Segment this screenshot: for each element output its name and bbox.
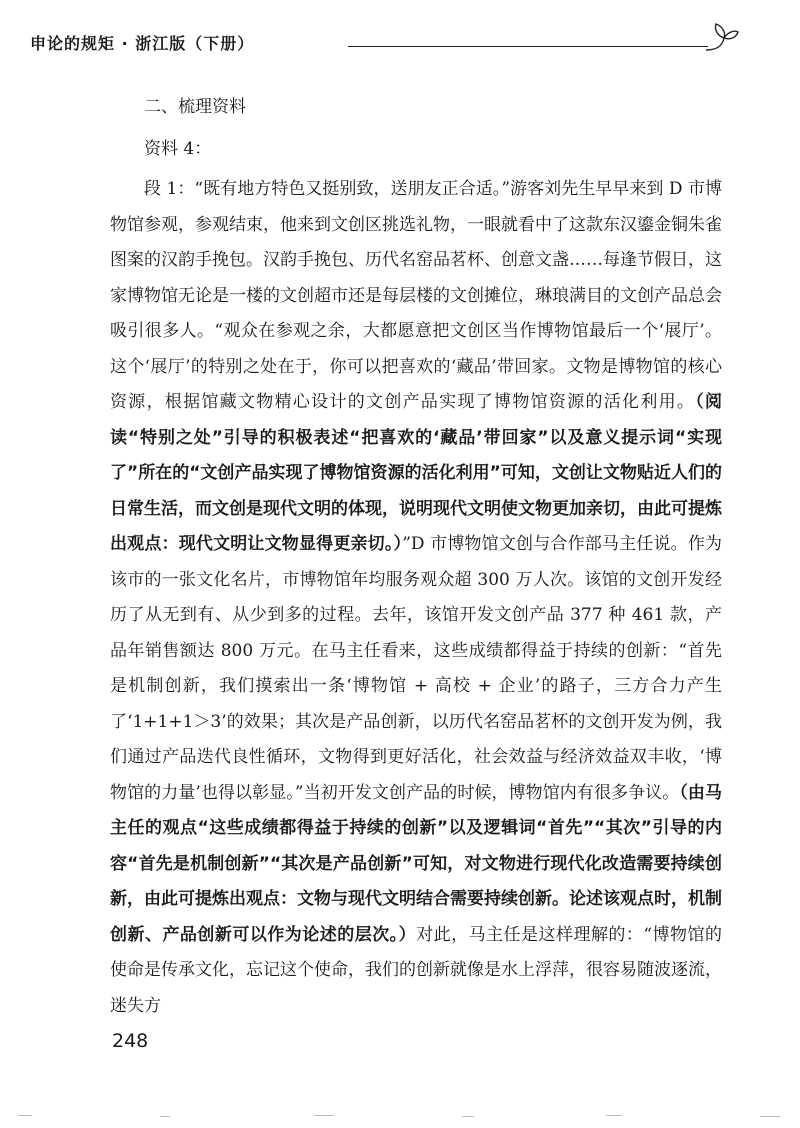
sprout-icon [700, 22, 740, 56]
running-header [30, 28, 720, 58]
scan-artifacts [0, 1112, 800, 1122]
section-heading: 二、梳理资料 [144, 97, 246, 117]
annotation-note: （由马主任的观点“这些成绩都得益于持续的创新”以及逻辑词“首先”“其次”引导的内容“首先是机制创新”“其次是产品创新”可知，对文物进行现代化改造需要持续创新，由此可提炼出观点：文物与现代文明结合需要持续创新。论述该观点时，机制创新、产品创新可以作为论述的层次。） [110, 782, 723, 945]
header-rule [348, 46, 708, 47]
annotation-note: （阅读“特别之处”引导的积极表述“把喜欢的‘藏品’带回家”以及意义提示词“实现了”所在的“文创产品实现了博物馆资源的活化利用”可知，文创让文物贴近人们的日常生活，而文创是现代文明的体现，说明现代文明使文物更加亲切，由此可提炼出观点：现代文明让文物显得更亲切。） [110, 392, 723, 554]
paragraph-text: ”D 市博物馆文创与合作部马主任说。作为该市的一张文化名片，市博物馆年均服务观众超 300 万人次。该馆的文创开发经历了从无到有、从少到多的过程。去年，该馆开发文创产品 377 种 461 款，产品年销售额达 800 万元。在马主任看来，这些成绩都得益于持续的创新：“首先是机制创新，我们摸索出一条‘博物馆 + 高校 + 企业’的路子，三方合力产生了‘1+1+1＞3’的效果；其次是产品创新，以历代名窑品茗杯的文创开发为例，我们通过产品迭代良性循环，文物得到更好活化，社会效益与经济效益双丰收，‘博物馆的力量’也得以彰显。”当初开发文创产品的时候，博物馆内有很多争议。 [110, 534, 723, 803]
paragraph-text: 对此，马主任是这样理解的：“博物馆的使命是传承文化，忘记这个使命，我们的创新就像是水上浮萍，很容易随波逐流，迷失方 [110, 924, 722, 1016]
page-body [110, 90, 722, 1024]
material-label: 资料 4： [144, 139, 212, 159]
book-title: 申论的规矩 · 浙江版（下册） [30, 34, 255, 53]
page-number: 248 [112, 1030, 149, 1052]
paragraph-text: 段 1：“既有地方特色又挺别致，送朋友正合适。”游客刘先生早早来到 D 市博物馆参观，参观结束，他来到文创区挑选礼物，一眼就看中了这款东汉鎏金铜朱雀图案的汉韵手挽包。汉韵手挽包、历代名窑品茗杯、创意文盏……每逢节假日，这家博物馆无论是一楼的文创超市还是每层楼的文创摊位，琳琅满目的文创产品总会吸引很多人。“观众在参观之余，大都愿意把文创区当作博物馆最后一个‘展厅’。这个‘展厅’的特别之处在于，你可以把喜欢的‘藏品’带回家。文物是博物馆的核心资源，根据馆藏文物精心设计的文创产品实现了博物馆资源的活化利用。 [110, 179, 722, 412]
body-paragraph [110, 172, 722, 1024]
